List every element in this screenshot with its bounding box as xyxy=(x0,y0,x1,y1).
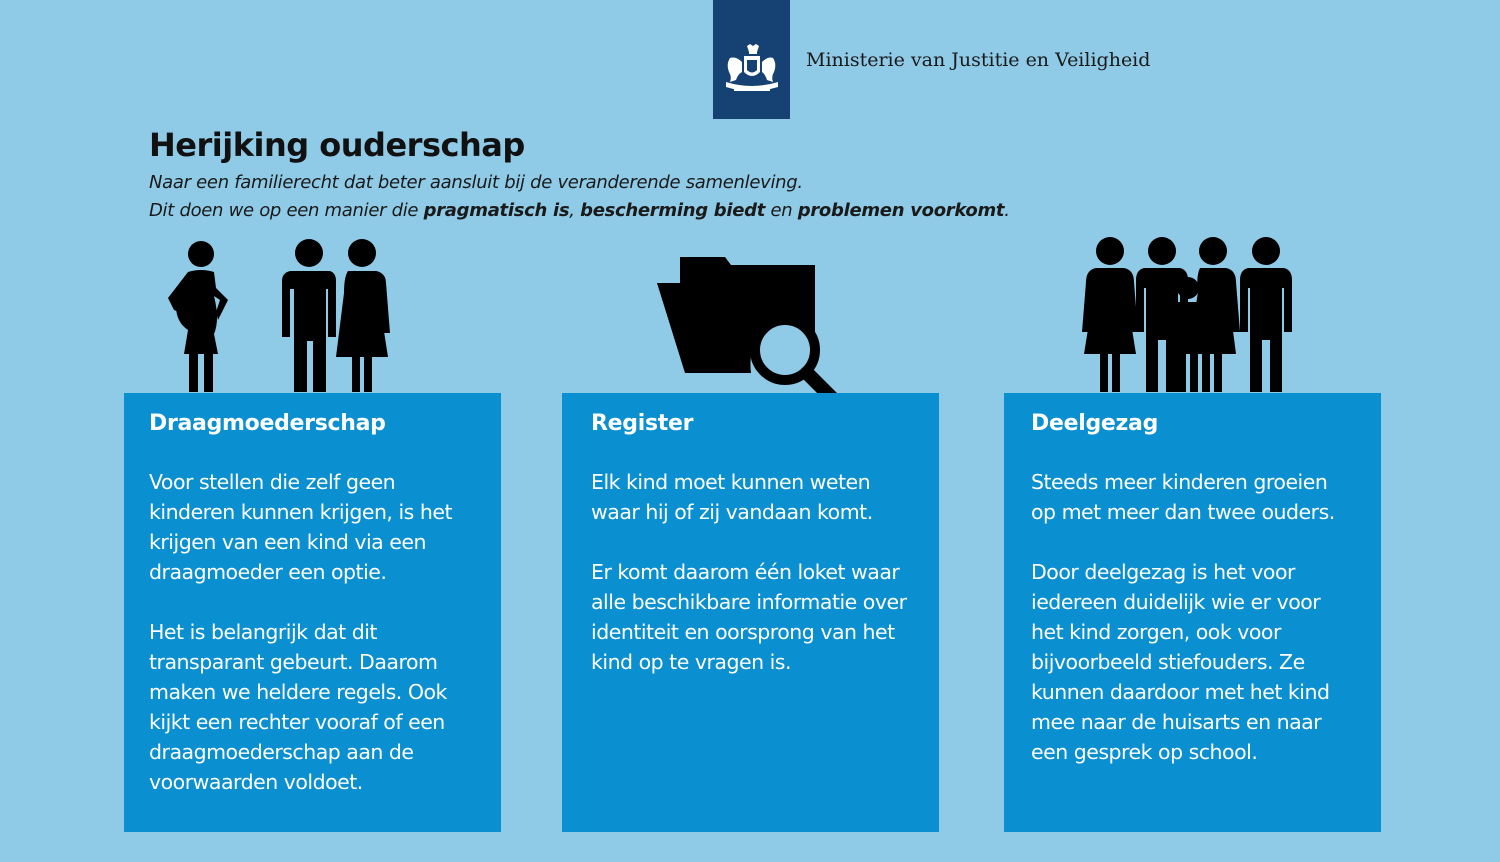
card-draagmoederschap xyxy=(124,393,501,832)
page-title: Herijking ouderschap xyxy=(149,126,525,164)
folder-search-icon xyxy=(655,255,845,410)
subtitle-emphasis: pragmatisch is xyxy=(423,200,570,221)
card-heading: Deelgezag xyxy=(1031,411,1159,436)
family-icon xyxy=(1078,236,1298,392)
subtitle-text: en xyxy=(765,200,798,221)
couple-icon xyxy=(278,237,394,392)
subtitle-emphasis: problemen voorkomt xyxy=(797,200,1005,221)
subtitle-text: Dit doen we op een manier die xyxy=(149,200,424,221)
card-heading: Register xyxy=(591,411,694,436)
coat-of-arms-icon xyxy=(720,44,783,100)
card-paragraph: Het is belangrijk dat dit transparant gebeurt. Daarom maken we heldere regels. Ook kijkt een rechter vooraf of een draagmoederschap aan de voorwaarden voldoet. xyxy=(149,620,447,794)
card-paragraph: Elk kind moet kunnen weten waar hij of zij vandaan komt. xyxy=(591,470,873,524)
pregnant-woman-icon xyxy=(160,240,242,392)
logo-box xyxy=(713,0,790,119)
card-paragraph: Voor stellen die zelf geen kinderen kunnen krijgen, is het krijgen van een kind via een draagmoeder een optie. xyxy=(149,470,453,584)
card-register xyxy=(562,393,939,832)
card-paragraph: Steeds meer kinderen groeien op met meer dan twee ouders. xyxy=(1031,470,1335,524)
subtitle-text: . xyxy=(1004,200,1010,221)
ministry-name: Ministerie van Justitie en Veiligheid xyxy=(806,49,1151,71)
card-deelgezag xyxy=(1004,393,1381,832)
subtitle-text: , xyxy=(569,200,581,221)
card-paragraph: Door deelgezag is het voor iedereen duidelijk wie er voor het kind zorgen, ook voor bijvoorbeeld stiefouders. Ze kunnen daardoor met het kind mee naar de huisarts en naar een gesprek op school. xyxy=(1031,560,1330,764)
subtitle-line-2 xyxy=(149,200,1010,221)
subtitle-line-1: Naar een familierecht dat beter aansluit bij de veranderende samenleving. xyxy=(149,172,803,193)
card-heading: Draagmoederschap xyxy=(149,411,386,436)
subtitle-emphasis: bescherming biedt xyxy=(580,200,766,221)
card-paragraph: Er komt daarom één loket waar alle beschikbare informatie over identiteit en oorsprong van het kind op te vragen is. xyxy=(591,560,907,674)
